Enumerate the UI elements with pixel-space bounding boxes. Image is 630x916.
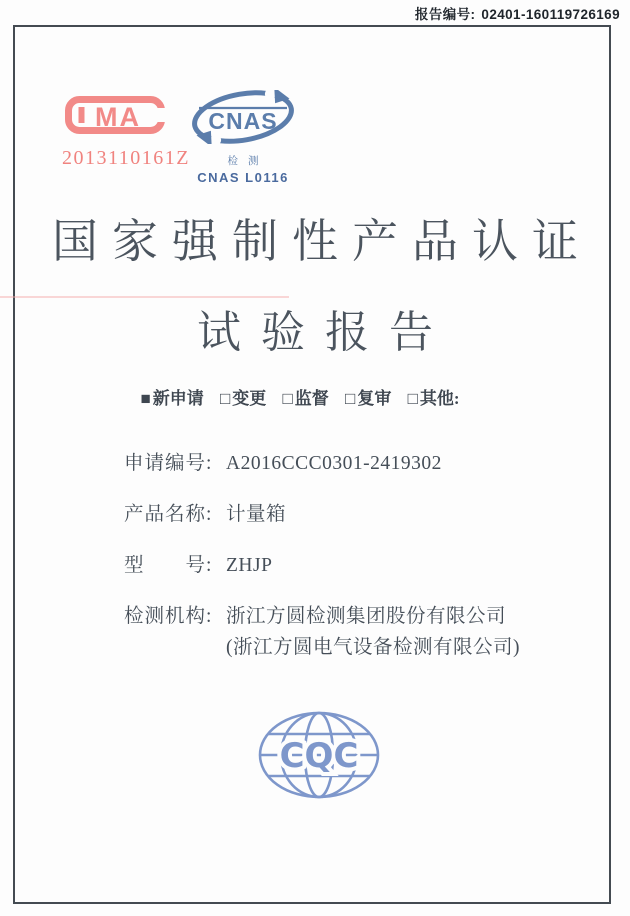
cnas-lab-code: CNAS L0116 bbox=[197, 170, 289, 185]
field-label: 型 号: bbox=[124, 555, 213, 576]
cma-letters: MA bbox=[95, 102, 141, 132]
field-model bbox=[124, 552, 520, 579]
cqc-logo-block bbox=[257, 710, 381, 805]
report-number-label: 报告编号: bbox=[414, 7, 476, 22]
field-value: ZHJP bbox=[226, 555, 273, 576]
cnas-logo-block bbox=[189, 90, 297, 185]
checkbox-label: 监督 bbox=[294, 389, 329, 408]
checkbox-review bbox=[345, 389, 391, 408]
field-value: 计量箱 bbox=[226, 504, 287, 525]
field-application-number bbox=[124, 450, 520, 477]
field-label: 申请编号: bbox=[124, 453, 213, 474]
cqc-globe-icon bbox=[257, 710, 381, 800]
testing-org-line2: (浙江方圆电气设备检测有限公司) bbox=[226, 637, 520, 658]
checkbox-filled-icon: ■ bbox=[140, 389, 151, 408]
cqc-letters: CQC bbox=[279, 736, 359, 776]
cnas-letters: CNAS bbox=[208, 108, 278, 134]
checkbox-other bbox=[408, 389, 460, 408]
application-type-row bbox=[0, 384, 600, 409]
report-number-value: 02401-160119726169 bbox=[481, 7, 620, 22]
field-label: 产品名称: bbox=[124, 504, 213, 525]
checkbox-label: 新申请 bbox=[152, 389, 204, 408]
checkbox-label: 变更 bbox=[232, 389, 267, 408]
field-product-name bbox=[124, 501, 520, 528]
testing-org-line1: 浙江方圆检测集团股份有限公司 bbox=[226, 606, 507, 627]
checkbox-change bbox=[220, 389, 266, 408]
field-testing-organization bbox=[124, 603, 520, 661]
field-value bbox=[226, 603, 520, 661]
field-value: A2016CCC0301-2419302 bbox=[226, 453, 442, 474]
info-fields bbox=[124, 450, 520, 685]
checkbox-supervision bbox=[283, 389, 329, 408]
document-subtitle: 试验报告 bbox=[197, 308, 453, 357]
checkbox-empty-icon: □ bbox=[219, 389, 231, 408]
report-number bbox=[415, 3, 620, 23]
checkbox-label: 其他: bbox=[419, 389, 460, 408]
cnas-caption: 检测 bbox=[227, 156, 269, 167]
cma-certificate-number: 2013110161Z bbox=[62, 147, 190, 169]
cma-mark-icon bbox=[64, 95, 166, 135]
checkbox-new-application bbox=[140, 389, 203, 408]
cnas-mark-icon bbox=[189, 90, 297, 144]
checkbox-empty-icon: □ bbox=[345, 389, 356, 408]
field-label: 检测机构: bbox=[124, 606, 213, 627]
checkbox-empty-icon: □ bbox=[407, 389, 418, 408]
document-title: 国家强制性产品认证 bbox=[52, 216, 592, 267]
checkbox-label: 复审 bbox=[357, 389, 392, 408]
cma-logo-block bbox=[62, 95, 190, 170]
checkbox-empty-icon: □ bbox=[282, 389, 293, 408]
